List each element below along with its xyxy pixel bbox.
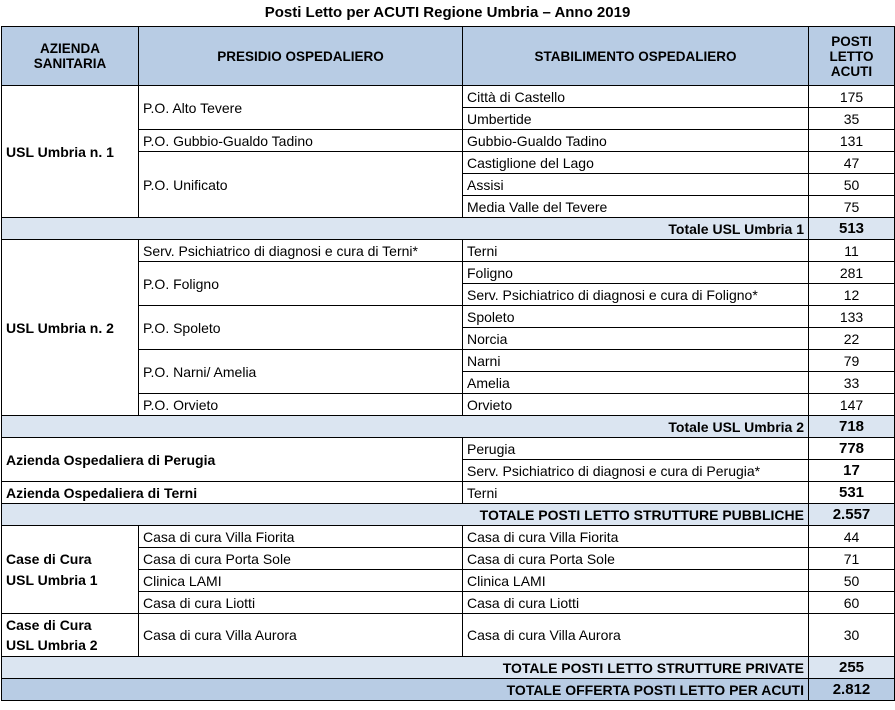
azienda-line: USL Umbria 2 <box>6 637 98 653</box>
presidio-cell: P.O. Spoleto <box>139 306 463 350</box>
stabilimento-cell: Casa di cura Villa Fiorita <box>463 526 809 548</box>
posti-cell: 33 <box>809 372 895 394</box>
header-posti: POSTI LETTO ACUTI <box>809 27 895 86</box>
stabilimento-cell: Gubbio-Gualdo Tadino <box>463 130 809 152</box>
table-row <box>2 240 895 262</box>
posti-cell: 50 <box>809 174 895 196</box>
stabilimento-cell: Casa di cura Liotti <box>463 592 809 614</box>
total-label: TOTALE POSTI LETTO STRUTTURE PRIVATE <box>2 657 809 679</box>
azienda-line: Case di Cura <box>6 550 92 567</box>
beds-table <box>1 26 895 701</box>
presidio-cell: P.O. Orvieto <box>139 394 463 416</box>
stabilimento-cell: Orvieto <box>463 394 809 416</box>
grand-total-row <box>2 679 895 701</box>
azienda-usl1: USL Umbria n. 1 <box>2 86 139 218</box>
posti-cell: 11 <box>809 240 895 262</box>
table-row <box>2 482 895 504</box>
posti-cell: 75 <box>809 196 895 218</box>
stabilimento-cell: Umbertide <box>463 108 809 130</box>
total-row <box>2 657 895 679</box>
total-label: Totale USL Umbria 2 <box>2 416 809 438</box>
stabilimento-cell: Amelia <box>463 372 809 394</box>
posti-cell: 133 <box>809 306 895 328</box>
stabilimento-cell: Castiglione del Lago <box>463 152 809 174</box>
posti-cell: 147 <box>809 394 895 416</box>
header-row <box>2 27 895 86</box>
presidio-cell: Casa di cura Villa Fiorita <box>139 526 463 548</box>
total-row <box>2 416 895 438</box>
grand-total-label: TOTALE OFFERTA POSTI LETTO PER ACUTI <box>2 679 809 701</box>
stabilimento-cell: Perugia <box>463 438 809 460</box>
posti-cell: 44 <box>809 526 895 548</box>
posti-cell: 71 <box>809 548 895 570</box>
stabilimento-cell: Foligno <box>463 262 809 284</box>
table-row <box>2 526 895 548</box>
presidio-cell: Clinica LAMI <box>139 570 463 592</box>
posti-cell: 79 <box>809 350 895 372</box>
presidio-cell: P.O. Unificato <box>139 152 463 218</box>
presidio-cell: Serv. Psichiatrico di diagnosi e cura di Terni* <box>139 240 463 262</box>
stabilimento-cell: Terni <box>463 240 809 262</box>
presidio-cell: Casa di cura Porta Sole <box>139 548 463 570</box>
azienda-usl2: USL Umbria n. 2 <box>2 240 139 416</box>
presidio-cell: P.O. Gubbio-Gualdo Tadino <box>139 130 463 152</box>
stabilimento-cell: Media Valle del Tevere <box>463 196 809 218</box>
azienda-cc1 <box>2 526 139 614</box>
posti-cell: 131 <box>809 130 895 152</box>
azienda-ao-perugia: Azienda Ospedaliera di Perugia <box>2 438 463 482</box>
stabilimento-cell: Serv. Psichiatrico di diagnosi e cura di Perugia* <box>463 460 809 482</box>
grand-total-value: 2.812 <box>809 679 895 701</box>
stabilimento-cell: Assisi <box>463 174 809 196</box>
azienda-line: USL Umbria 1 <box>6 571 98 588</box>
stabilimento-cell: Casa di cura Porta Sole <box>463 548 809 570</box>
presidio-cell: P.O. Foligno <box>139 262 463 306</box>
stabilimento-cell: Città di Castello <box>463 86 809 108</box>
azienda-ao-terni: Azienda Ospedaliera di Terni <box>2 482 463 504</box>
total-value: 255 <box>809 657 895 679</box>
stabilimento-cell: Casa di cura Villa Aurora <box>463 614 809 657</box>
posti-cell: 60 <box>809 592 895 614</box>
page-title: Posti Letto per ACUTI Regione Umbria – Anno 2019 <box>264 4 631 21</box>
presidio-cell: Casa di cura Villa Aurora <box>139 614 463 657</box>
total-value: 718 <box>809 416 895 438</box>
stabilimento-cell: Clinica LAMI <box>463 570 809 592</box>
header-azienda: AZIENDA SANITARIA <box>2 27 139 86</box>
stabilimento-cell: Norcia <box>463 328 809 350</box>
total-label: Totale USL Umbria 1 <box>2 218 809 240</box>
posti-cell: 531 <box>809 482 895 504</box>
header-stabilimento: STABILIMENTO OSPEDALIERO <box>463 27 809 86</box>
posti-cell: 17 <box>809 460 895 482</box>
posti-cell: 175 <box>809 86 895 108</box>
total-value: 513 <box>809 218 895 240</box>
total-label: TOTALE POSTI LETTO STRUTTURE PUBBLICHE <box>2 504 809 526</box>
posti-cell: 30 <box>809 614 895 657</box>
presidio-cell: Casa di cura Liotti <box>139 592 463 614</box>
presidio-cell: P.O. Alto Tevere <box>139 86 463 130</box>
posti-cell: 47 <box>809 152 895 174</box>
posti-cell: 22 <box>809 328 895 350</box>
table-row <box>2 438 895 460</box>
stabilimento-cell: Spoleto <box>463 306 809 328</box>
header-presidio: PRESIDIO OSPEDALIERO <box>139 27 463 86</box>
stabilimento-cell: Narni <box>463 350 809 372</box>
posti-cell: 12 <box>809 284 895 306</box>
azienda-line: Case di Cura <box>6 617 92 633</box>
table-row <box>2 614 895 657</box>
posti-cell: 50 <box>809 570 895 592</box>
posti-cell: 35 <box>809 108 895 130</box>
azienda-cc2 <box>2 614 139 657</box>
stabilimento-cell: Terni <box>463 482 809 504</box>
total-row <box>2 218 895 240</box>
posti-cell: 281 <box>809 262 895 284</box>
presidio-cell: P.O. Narni/ Amelia <box>139 350 463 394</box>
table-row <box>2 86 895 108</box>
total-row <box>2 504 895 526</box>
stabilimento-cell: Serv. Psichiatrico di diagnosi e cura di Foligno* <box>463 284 809 306</box>
total-value: 2.557 <box>809 504 895 526</box>
posti-cell: 778 <box>809 438 895 460</box>
